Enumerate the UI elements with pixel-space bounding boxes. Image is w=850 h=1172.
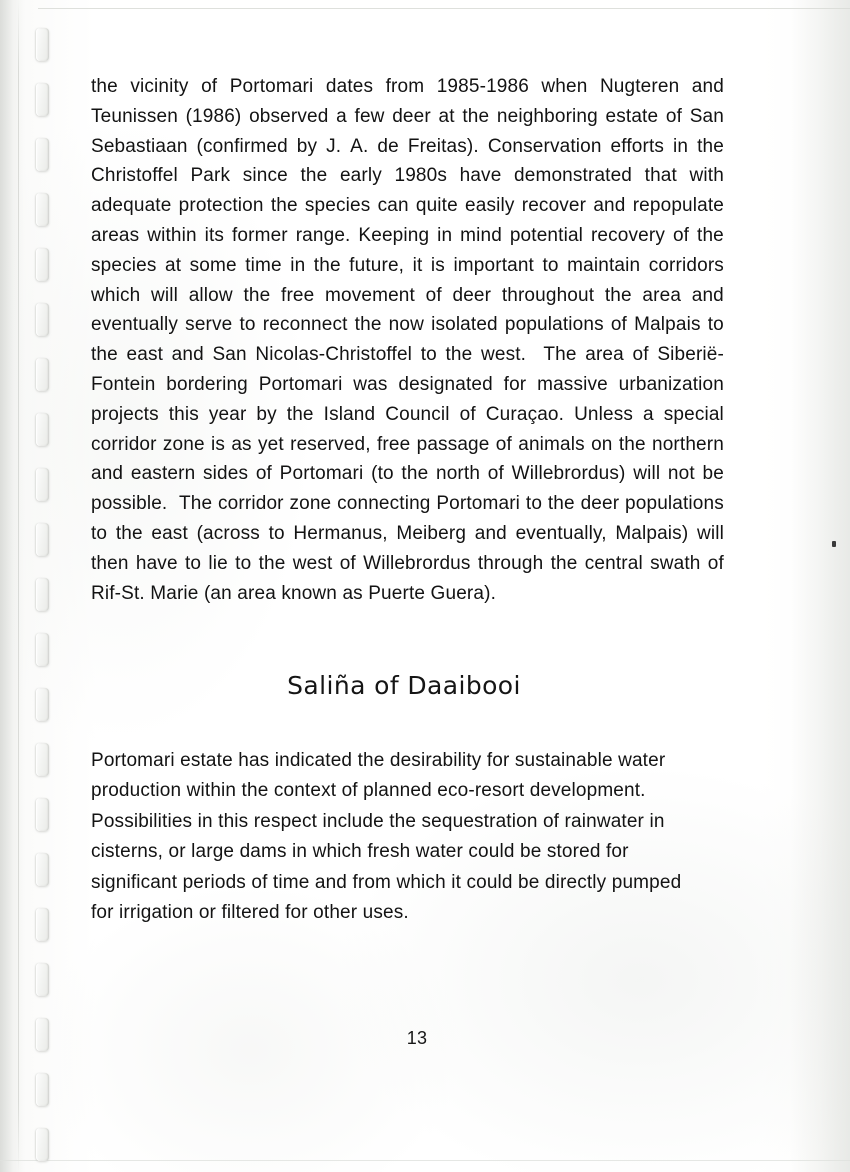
word: Portomari <box>279 463 364 485</box>
word: Willebrordus) <box>511 463 626 485</box>
text-line <box>91 191 724 221</box>
word: mind <box>460 224 502 246</box>
word: to <box>184 552 202 574</box>
word: year <box>208 403 247 425</box>
word: sides <box>203 463 249 485</box>
word: deer <box>580 493 620 515</box>
word: of <box>707 552 724 574</box>
text-line <box>91 549 724 579</box>
word: is <box>211 433 226 455</box>
word: San <box>212 344 247 366</box>
word: repopulate <box>632 195 724 217</box>
word: important <box>453 254 534 276</box>
word: Hermanus, <box>293 522 388 544</box>
text-line <box>91 340 724 370</box>
word: west. <box>481 344 527 366</box>
word: when <box>541 76 588 97</box>
word: (1986) <box>185 105 242 127</box>
text-line <box>91 251 724 281</box>
word: Sebastiaan <box>91 135 188 157</box>
word: eventually, <box>515 522 607 544</box>
word: it <box>412 254 423 276</box>
word: and <box>171 344 204 366</box>
word: designated <box>398 373 493 395</box>
word: of <box>495 433 512 455</box>
text-line: production within the context of planned eco-resort development. <box>91 780 646 802</box>
word: the <box>550 552 578 574</box>
word: efforts <box>610 135 665 157</box>
text-line: for irrigation or filtered for other uses. <box>91 902 409 924</box>
word: corridor <box>91 433 157 455</box>
page-number <box>0 1028 850 1049</box>
word: east <box>151 522 188 544</box>
word: to <box>542 254 559 276</box>
word: the <box>91 344 118 366</box>
word: vicinity <box>130 76 189 97</box>
word: lie <box>208 552 228 574</box>
word: then <box>91 552 129 574</box>
word: zone <box>162 433 205 455</box>
word: (across <box>196 522 260 544</box>
word: 1985-1986 <box>436 76 529 97</box>
word: the <box>300 165 328 187</box>
word: deer <box>392 105 431 127</box>
word: at <box>164 254 182 276</box>
word: 1980s <box>394 165 448 187</box>
word: Nugteren <box>599 76 680 97</box>
text-line <box>91 519 724 549</box>
word: dates <box>325 76 374 97</box>
page-number-text: 13 <box>406 1028 428 1048</box>
text-line <box>91 132 724 162</box>
word: since <box>242 165 288 187</box>
word: Conservation <box>487 135 602 157</box>
word: to <box>235 552 252 574</box>
word: special <box>663 403 724 425</box>
text-line <box>91 72 724 102</box>
word: Christoffel <box>91 165 178 187</box>
word: future, <box>349 254 405 276</box>
word: connecting <box>337 493 431 515</box>
word: Freitas). <box>407 135 479 157</box>
word: the <box>91 76 118 97</box>
word: area <box>642 284 682 306</box>
word: quite <box>415 195 458 217</box>
word: Malpais) <box>615 522 689 544</box>
word: to <box>525 493 543 515</box>
word: which <box>91 284 141 306</box>
text-line <box>91 102 724 132</box>
word: the <box>401 463 429 485</box>
word: the <box>313 254 341 276</box>
word: yet <box>258 433 284 455</box>
word: the <box>618 433 646 455</box>
word: this <box>168 403 199 425</box>
word: corridors <box>648 254 724 276</box>
word: throughout <box>501 284 595 306</box>
word: A. <box>350 135 369 157</box>
word: corridor <box>218 493 284 515</box>
word: serve <box>185 314 233 336</box>
word: from <box>385 76 425 97</box>
word: of <box>632 344 649 366</box>
word: Island <box>323 403 376 425</box>
word: Siberië- <box>657 344 724 366</box>
word: north <box>436 463 481 485</box>
word: eastern <box>130 463 196 485</box>
word: reconnect <box>262 314 348 336</box>
word: and <box>691 76 724 97</box>
word: at <box>438 105 455 127</box>
word: projects <box>91 403 159 425</box>
word: to <box>268 522 285 544</box>
word: passage <box>416 433 490 455</box>
word: de <box>377 135 399 157</box>
word: the <box>445 344 473 366</box>
word: The <box>543 344 577 366</box>
word: of <box>339 552 356 574</box>
word: on <box>591 433 613 455</box>
word: neighboring <box>496 105 598 127</box>
word: potential <box>509 224 584 246</box>
word: Park <box>190 165 231 187</box>
word: maintain <box>567 254 641 276</box>
word: have <box>459 165 502 187</box>
word: zone <box>289 493 332 515</box>
text-line <box>91 161 724 191</box>
word: free <box>281 284 315 306</box>
word: swath <box>650 552 701 574</box>
word: easily <box>465 195 515 217</box>
word: allow <box>188 284 233 306</box>
word: Nicolas-Christoffel <box>255 344 413 366</box>
word: in <box>290 254 306 276</box>
word: J. <box>326 135 342 157</box>
word: central <box>584 552 643 574</box>
sustainable-water-paragraph <box>91 746 731 928</box>
word: the <box>462 105 490 127</box>
word: free <box>376 433 411 455</box>
text-line <box>91 489 724 519</box>
word: recover <box>521 195 587 217</box>
word: the <box>115 522 143 544</box>
text-line: significant periods of time and from which it could be directly pumped <box>91 871 682 893</box>
word: with <box>689 165 724 187</box>
word: in <box>673 135 689 157</box>
word: Fontein <box>91 373 156 395</box>
word: east <box>126 344 164 366</box>
word: for <box>503 373 527 395</box>
word: animals <box>518 433 585 455</box>
word: by <box>296 135 318 157</box>
word: time <box>245 254 282 276</box>
word: now <box>388 314 424 336</box>
word: by <box>256 403 277 425</box>
word: Keeping <box>358 224 430 246</box>
word: Unless <box>574 403 634 425</box>
word: Council <box>385 403 450 425</box>
word: bordering <box>166 373 248 395</box>
word: the <box>547 493 575 515</box>
word: was <box>353 373 388 395</box>
word: massive <box>537 373 608 395</box>
word: the <box>258 552 286 574</box>
word: is <box>430 254 445 276</box>
word: Portomari <box>258 373 343 395</box>
text-line <box>91 459 724 489</box>
word: of <box>459 403 476 425</box>
word: some <box>189 254 237 276</box>
word: protection <box>178 195 264 217</box>
word: a <box>336 105 347 127</box>
word: estate <box>605 105 659 127</box>
word: isolated <box>431 314 498 336</box>
section-heading-salina <box>0 671 850 700</box>
word: Portomari <box>436 493 521 515</box>
word: San <box>689 105 724 127</box>
word: populations <box>625 493 724 515</box>
word: The <box>179 493 213 515</box>
text-line <box>91 221 724 251</box>
word: recovery <box>590 224 666 246</box>
word: (to <box>371 463 394 485</box>
word: to <box>707 314 724 336</box>
word: a <box>643 403 654 425</box>
word: areas <box>91 224 140 246</box>
word: of <box>255 463 272 485</box>
word: will <box>633 463 661 485</box>
word: the <box>697 224 724 246</box>
word: will <box>151 284 179 306</box>
word: to <box>420 344 437 366</box>
word: be <box>702 463 724 485</box>
word: in <box>437 224 453 246</box>
word: and <box>474 522 507 544</box>
deer-corridor-paragraph <box>91 72 724 608</box>
text-line <box>91 370 724 400</box>
word: not <box>667 463 695 485</box>
word: and <box>593 195 626 217</box>
word: to <box>91 522 108 544</box>
word: of <box>487 463 504 485</box>
word: of <box>201 76 218 97</box>
word: adequate <box>91 195 172 217</box>
word: its <box>204 224 225 246</box>
word: deer <box>452 284 492 306</box>
word: species <box>304 195 371 217</box>
text-line: Rif-St. Marie (an area known as Puerte Guera). <box>91 582 497 604</box>
word: the <box>270 195 298 217</box>
text-line <box>91 310 724 340</box>
word: the <box>697 135 724 157</box>
word: can <box>377 195 409 217</box>
word: that <box>644 165 677 187</box>
word: have <box>135 552 178 574</box>
word: Curaçao. <box>485 403 565 425</box>
word: possible. <box>91 493 168 515</box>
word: early <box>339 165 382 187</box>
word: movement <box>325 284 415 306</box>
word: populations <box>504 314 604 336</box>
word: Meiberg <box>396 522 467 544</box>
word: species <box>91 254 157 276</box>
word: will <box>696 522 724 544</box>
word: reserved, <box>290 433 371 455</box>
word: of <box>665 105 683 127</box>
text-line <box>91 430 724 460</box>
word: former <box>231 224 288 246</box>
word: the <box>243 284 271 306</box>
word: few <box>354 105 385 127</box>
word: (confirmed <box>196 135 288 157</box>
word: Teunissen <box>91 105 178 127</box>
word: Willebrordus <box>363 552 471 574</box>
word: eventually <box>91 314 179 336</box>
word: area <box>585 344 624 366</box>
word: within <box>147 224 197 246</box>
word: of <box>672 224 690 246</box>
word: of <box>425 284 442 306</box>
word: urbanization <box>618 373 724 395</box>
word: to <box>239 314 256 336</box>
word: and <box>691 284 724 306</box>
word: the <box>604 284 632 306</box>
text-line <box>91 281 724 311</box>
word: demonstrated <box>514 165 633 187</box>
word: observed <box>249 105 329 127</box>
text-line: Portomari estate has indicated the desirability for sustainable water <box>91 750 666 771</box>
word: the <box>354 314 382 336</box>
word: and <box>91 463 124 485</box>
text-line: Possibilities in this respect include the sequestration of rainwater in <box>91 810 665 832</box>
word: of <box>610 314 627 336</box>
word: the <box>286 403 314 425</box>
word: range. <box>295 224 351 246</box>
word: Portomari <box>229 76 314 97</box>
word: through <box>477 552 544 574</box>
word: Malpais <box>634 314 701 336</box>
text-line <box>91 400 724 430</box>
word: as <box>231 433 252 455</box>
word: northern <box>651 433 724 455</box>
text-line: cisterns, or large dams in which fresh water could be stored for <box>91 841 629 863</box>
section-heading-text: Saliña of Daaibooi <box>287 671 521 700</box>
word: west <box>292 552 333 574</box>
